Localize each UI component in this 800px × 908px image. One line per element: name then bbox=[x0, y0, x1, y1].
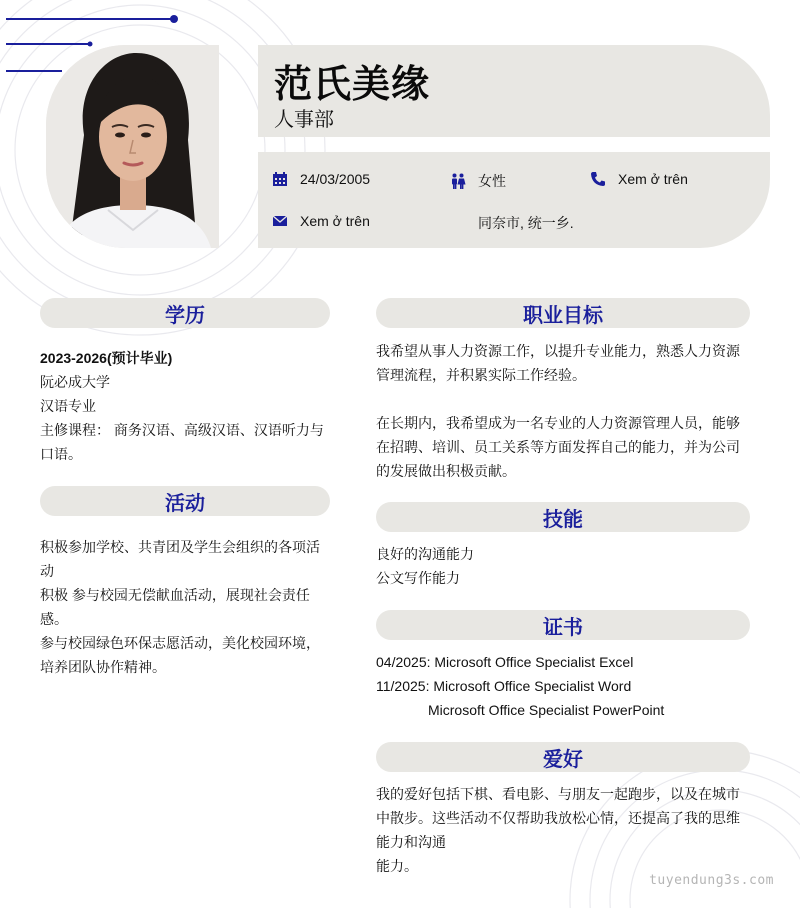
profile-photo bbox=[46, 45, 219, 248]
activity-line: 动 bbox=[40, 563, 54, 579]
watermark: tuyendung3s.com bbox=[649, 873, 774, 888]
hobbies-heading: 爱好 bbox=[376, 742, 750, 772]
envelope-icon bbox=[272, 213, 288, 229]
candidate-name: 范氏美缘 bbox=[274, 64, 431, 106]
objective-text: 的发展做出积极贡献。 bbox=[376, 463, 516, 479]
activity-line: 感。 bbox=[40, 611, 68, 627]
skills-heading: 技能 bbox=[376, 502, 750, 532]
hobbies-text: 能力和沟通 bbox=[376, 834, 446, 850]
objective-text: 在招聘、培训、员工关系等方面发挥自己的能力，并为公司 bbox=[376, 439, 740, 455]
address-item bbox=[478, 213, 574, 233]
activities-section bbox=[40, 535, 340, 679]
address-value: 同奈市, 统一乡. bbox=[478, 215, 574, 231]
phone-icon bbox=[590, 171, 606, 187]
objective-section bbox=[376, 339, 756, 483]
activity-line: 培养团队协作精神。 bbox=[40, 659, 166, 675]
activities-heading: 活动 bbox=[40, 486, 330, 516]
activity-line: 积极参加学校、共青团及学生会组织的各项活 bbox=[40, 539, 320, 555]
objective-heading: 职业目标 bbox=[376, 298, 750, 328]
department-label: 人事部 bbox=[274, 109, 334, 131]
objective-text: 在长期内，我希望成为一名专业的人力资源管理人员，能够 bbox=[376, 415, 740, 431]
calendar-icon bbox=[272, 171, 288, 187]
hobbies-text: 中散步。这些活动不仅帮助我放松心情，还提高了我的思维 bbox=[376, 810, 740, 826]
education-section bbox=[40, 346, 340, 466]
paragraph-spacer bbox=[376, 387, 756, 411]
education-courses: 主修课程： 商务汉语、高级汉语、汉语听力与 bbox=[40, 422, 324, 438]
dob-item bbox=[272, 171, 370, 187]
name-banner bbox=[258, 45, 770, 137]
gender-item bbox=[450, 171, 506, 191]
education-major: 汉语专业 bbox=[40, 398, 96, 414]
certificate-item: Microsoft Office Specialist PowerPoint bbox=[428, 702, 665, 718]
activity-line: 积极 参与校园无偿献血活动，展现社会责任 bbox=[40, 587, 310, 603]
objective-text: 我希望从事人力资源工作，以提升专业能力，熟悉人力资源 bbox=[376, 343, 740, 359]
phone-item bbox=[590, 171, 688, 187]
education-heading: 学历 bbox=[40, 298, 330, 328]
certificate-item: 11/2025: Microsoft Office Specialist Word bbox=[376, 678, 632, 694]
certificate-item: 04/2025: Microsoft Office Specialist Excel bbox=[376, 654, 634, 670]
activity-line: 参与校园绿色环保志愿活动，美化校园环境， bbox=[40, 635, 320, 651]
education-years: 2023-2026(预计毕业) bbox=[40, 350, 173, 366]
certificates-heading: 证书 bbox=[376, 610, 750, 640]
gender-value: 女性 bbox=[478, 173, 506, 189]
email-value: Xem ở trên bbox=[300, 213, 370, 229]
hobbies-section bbox=[376, 782, 756, 878]
skills-section bbox=[376, 542, 756, 590]
hobbies-text: 能力。 bbox=[376, 858, 418, 874]
dob-value: 24/03/2005 bbox=[300, 171, 371, 187]
skill-item: 公文写作能力 bbox=[376, 570, 460, 586]
education-school: 阮必成大学 bbox=[40, 374, 110, 390]
email-item bbox=[272, 213, 370, 229]
objective-text: 管理流程，并积累实际工作经验。 bbox=[376, 367, 586, 383]
phone-value: Xem ở trên bbox=[618, 171, 688, 187]
people-icon bbox=[450, 173, 466, 189]
skill-item: 良好的沟通能力 bbox=[376, 546, 474, 562]
hobbies-text: 我的爱好包括下棋、看电影、与朋友一起跑步，以及在城市 bbox=[376, 786, 740, 802]
education-courses-cont: 口语。 bbox=[40, 446, 82, 462]
contact-info-panel bbox=[258, 152, 770, 248]
certificates-section bbox=[376, 650, 756, 722]
